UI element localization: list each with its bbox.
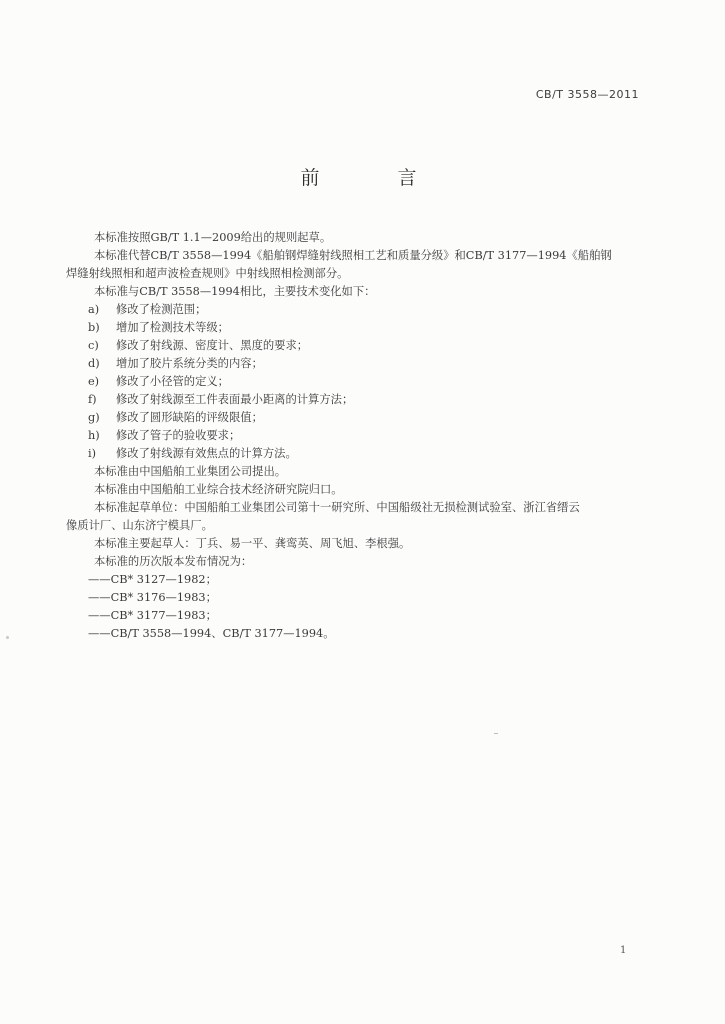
paragraph-drafting-units-line2: 像质计厂、山东济宁模具厂。 [66, 519, 213, 532]
paragraph-replaces-line1: 本标准代替CB/T 3558—1994《船舶钢焊缝射线照相工艺和质量分级》和CB/T 3177—1994《船舶钢 [94, 249, 612, 262]
list-marker: c) [88, 339, 99, 352]
list-item [88, 445, 648, 463]
page-title: 前 言 [300, 167, 453, 189]
list-text: 增加了胶片系统分类的内容； [116, 357, 263, 370]
foreword-body [66, 229, 648, 643]
list-item [88, 391, 648, 409]
list-text: 增加了检测技术等级； [116, 321, 229, 334]
history-item: ——CB* 3127—1982； [88, 573, 217, 586]
list-text: 修改了射线源有效焦点的计算方法。 [116, 447, 297, 460]
paragraph-proposed-by: 本标准由中国船舶工业集团公司提出。 [94, 465, 287, 478]
history-item: ——CB* 3177—1983； [88, 609, 217, 622]
paragraph-drafting-units-line1: 本标准起草单位：中国船舶工业集团公司第十一研究所、中国船级社无损检测试验室、浙江省缙云 [94, 501, 580, 514]
list-text: 修改了管子的验收要求； [116, 429, 241, 442]
scan-speck [6, 636, 9, 639]
list-item [88, 301, 648, 319]
list-text: 修改了圆形缺陷的评级限值； [116, 411, 263, 424]
list-marker: b) [88, 321, 100, 334]
paragraph-history-intro: 本标准的历次版本发布情况为： [94, 555, 253, 568]
list-marker: i) [88, 447, 97, 460]
page-number: 1 [620, 945, 627, 956]
list-text: 修改了射线源至工件表面最小距离的计算方法； [116, 393, 354, 406]
list-item [88, 319, 648, 337]
list-item [88, 373, 648, 391]
paragraph-replaces-line2: 焊缝射线照相和超声波检查规则》中射线照相检测部分。 [66, 267, 349, 280]
list-text: 修改了射线源、密度计、黑度的要求； [116, 339, 309, 352]
list-marker: h) [88, 429, 100, 442]
history-item: ——CB* 3176—1983； [88, 591, 217, 604]
list-text: 修改了检测范围； [116, 303, 207, 316]
list-marker: a) [88, 303, 100, 316]
list-text: 修改了小径管的定义； [116, 375, 229, 388]
paragraph-under-jurisdiction: 本标准由中国船舶工业综合技术经济研究院归口。 [94, 483, 343, 496]
scan-speck [494, 733, 498, 734]
paragraph-drafting-rules: 本标准按照GB/T 1.1—2009给出的规则起草。 [94, 231, 332, 244]
list-marker: f) [88, 393, 97, 406]
list-item [88, 337, 648, 355]
list-item [88, 409, 648, 427]
paragraph-main-drafters: 本标准主要起草人：丁兵、易一平、龚鸾英、周飞旭、李根强。 [94, 537, 411, 550]
paragraph-changes-intro: 本标准与CB/T 3558—1994相比，主要技术变化如下： [94, 285, 376, 298]
history-item: ——CB/T 3558—1994、CB/T 3177—1994。 [88, 627, 335, 640]
list-marker: d) [88, 357, 100, 370]
list-marker: g) [88, 411, 100, 424]
list-marker: e) [88, 375, 100, 388]
list-item [88, 427, 648, 445]
standard-code: CB/T 3558—2011 [535, 88, 639, 101]
list-item [88, 355, 648, 373]
